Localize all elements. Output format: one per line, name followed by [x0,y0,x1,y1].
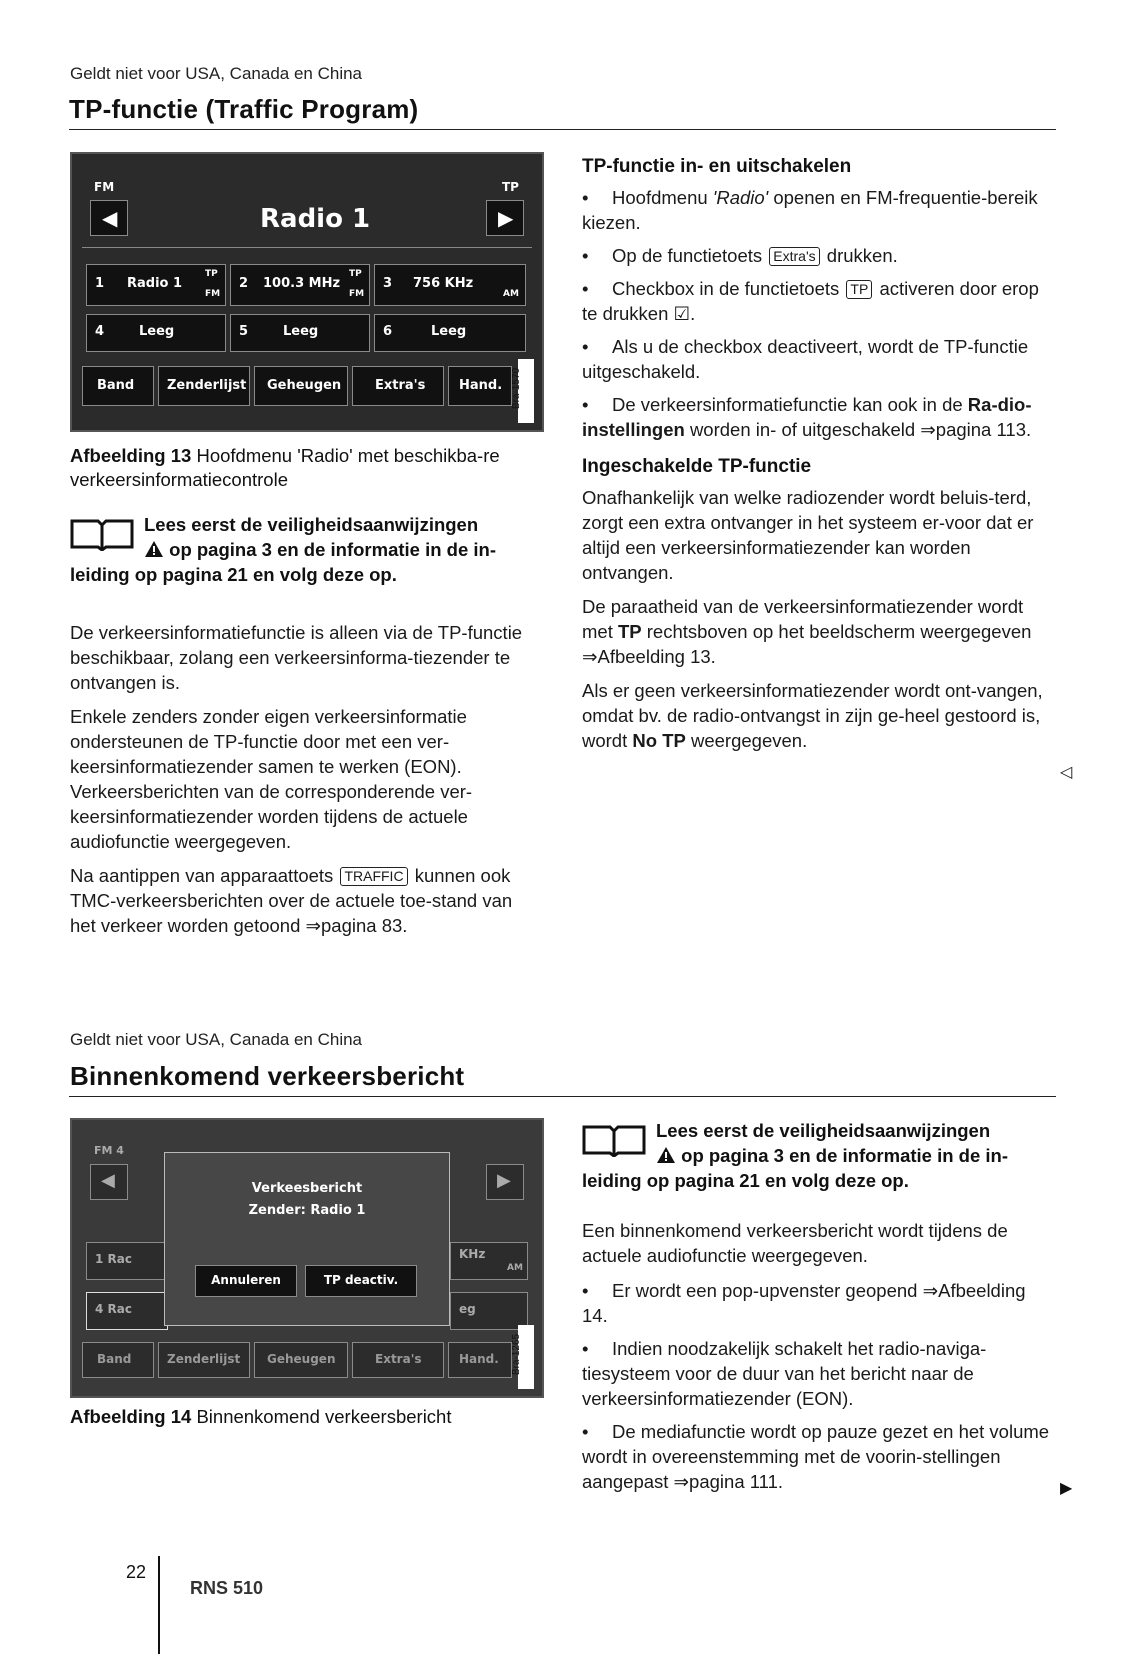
preset-button[interactable] [230,314,370,352]
band-button-label: Band [97,378,135,393]
step-text: worden in- of uitgeschakeld ⇒pagina 113. [689,419,1032,440]
step-emphasis: 'Radio' [712,187,769,208]
preset-tp-tag: TP [349,269,362,279]
text-bold: No TP [632,730,686,751]
memory-button-label: Geheugen [267,1352,336,1366]
tp-toggle-heading: TP-functie in- en uitschakelen [582,156,852,177]
preset-label: Radio 1 [127,276,183,291]
arrow-left-icon: ◀ [102,206,118,230]
tp-tag: TP [502,180,519,194]
memory-button[interactable] [254,1342,348,1378]
note-line-1: Lees eerst de veiligheidsaanwijzingen [656,1120,991,1141]
note-line-3: leiding op pagina 21 en volg deze op. [70,564,397,585]
figure-code-box [511,359,534,423]
list-item [582,243,1056,268]
preset-button[interactable] [86,314,226,352]
next-station-button[interactable] [486,200,524,236]
memory-button-label: Geheugen [267,378,342,393]
band-button[interactable] [82,366,154,406]
figure-14-label: Afbeelding 14 [70,1406,192,1427]
note-line-3: leiding op pagina 21 en volg deze op. [582,1170,909,1191]
traffic-text-before: Na aantippen van apparaattoets [70,865,334,886]
manual-button-label: Hand. [459,378,503,393]
tp-key: TP [846,280,872,299]
book-icon [70,515,134,551]
bullet: • [582,394,589,415]
step-text: De mediafunctie wordt op pauze gezet en het volume wordt in overeenstemming met de voorin-stellingen aangepast ⇒pagina 111. [582,1421,1050,1492]
applicability-note: Geldt niet voor USA, Canada en China [70,1030,363,1049]
preset-band: AM [503,289,519,299]
warning-icon [144,540,164,558]
preset-label: 4 Rac [95,1302,132,1316]
paragraph [582,594,1056,669]
preset-label: 756 KHz [413,276,474,291]
figure-code: Bra-1265 [511,1333,523,1376]
step-text: drukken. [826,245,898,266]
text: rechtsboven op het beeldscherm weergegeven ⇒Afbeelding 13. [582,621,1032,667]
prev-station-button[interactable] [90,1164,128,1200]
text: De paraatheid van de verkeersinformatiezender wordt met [582,596,1024,642]
list-item [582,1278,1056,1328]
paragraph: Een binnenkomend verkeersbericht wordt tijdens de actuele audiofunctie weergegeven. [582,1220,1008,1266]
extras-button[interactable] [352,366,444,406]
safety-note [70,512,540,587]
preset-number: 5 [239,324,249,339]
list-item [582,276,1056,326]
preset-button[interactable] [86,1242,168,1280]
preset-button[interactable] [374,264,526,306]
preset-label: KHz [459,1247,486,1261]
tp-deactivate-button[interactable] [305,1265,417,1297]
manual-button[interactable] [448,1342,512,1378]
note-line-2: op pagina 3 en de informatie in de in- [681,1145,1009,1166]
popup-title: Verkeesbericht [251,1181,363,1196]
step-text: activeren door erop te drukken [582,278,1039,324]
step-text: Hoofdmenu [612,187,708,208]
prev-station-button[interactable] [90,200,128,236]
section-title: TP-functie (Traffic Program) [69,94,419,124]
preset-label: Leeg [139,324,175,339]
band-button[interactable] [82,1342,154,1378]
section-title: Binnenkomend verkeersbericht [70,1061,465,1091]
bullet: • [582,1280,589,1301]
applicability-note: Geldt niet voor USA, Canada en China [70,64,363,83]
traffic-paragraph [70,863,540,938]
cancel-button-label: Annuleren [211,1273,281,1287]
safety-note [582,1118,1056,1193]
step-text: openen en FM-frequentie-bereik kiezen. [582,187,1038,233]
warning-icon [656,1146,676,1164]
traffic-key: TRAFFIC [340,867,407,886]
band-tag: FM 4 [94,1144,124,1157]
preset-button[interactable] [86,264,226,306]
bullet: • [582,336,589,357]
preset-tp-tag: TP [205,269,218,279]
extras-button-label: Extra's [375,1352,422,1366]
extras-key: Extra's [769,247,819,266]
text-bold: TP [617,621,642,642]
station-list-button[interactable] [158,1342,250,1378]
preset-label: Leeg [431,324,467,339]
list-item [582,392,1056,442]
preset-band: FM [205,289,221,299]
manual-button-label: Hand. [459,1352,499,1366]
figure-14-caption [70,1405,540,1429]
preset-number: 2 [239,276,249,291]
step-text: Als u de checkbox deactiveert, wordt de TP-functie uitgeschakeld. [582,336,1029,382]
preset-label: 100.3 MHz [263,276,341,291]
note-line-1: Lees eerst de veiligheidsaanwijzingen [144,514,479,535]
right-column-bottom [582,1218,1056,1502]
preset-button[interactable] [86,1292,168,1330]
arrow-right-icon: ▶ [498,206,514,230]
text: weergegeven. [690,730,808,751]
popup-sender: Zender: Radio 1 [248,1203,366,1218]
end-of-section-icon: ◁ [1060,764,1073,781]
note-line-2: op pagina 3 en de informatie in de in- [169,539,497,560]
extras-button-label: Extra's [375,378,426,393]
page-number: 22 [126,1562,147,1582]
bullet: • [582,1338,589,1359]
paragraph [582,678,1056,753]
footer-rule [158,1556,160,1654]
bullet: • [582,245,589,266]
list-item [582,1419,1056,1494]
list-item [582,1336,1056,1411]
preset-label: eg [459,1302,476,1316]
left-body [70,620,540,947]
figure-code-box [511,1325,534,1389]
figure-code: Bra-1570 [511,367,523,410]
preset-button[interactable] [450,1292,528,1330]
step-text: De verkeersinformatiefunctie kan ook in de [612,394,963,415]
list-item [582,185,1056,235]
preset-label: Leeg [283,324,319,339]
preset-number: 1 [95,276,105,291]
model-name: RNS 510 [190,1578,264,1598]
arrow-right-icon: ▶ [497,1170,511,1191]
step-bold: Ra-dio-instellingen [582,394,1032,440]
text: Als er geen verkeersinformatiezender wordt ont-vangen, omdat bv. de radio-ontvangst in zijn ge-heel gestoord is, wordt [582,680,1043,751]
paragraph: Enkele zenders zonder eigen verkeersinformatie ondersteunen de TP-functie door met een ver-keersinformatiezender samen te werken (EON). Verkeersberichten van de corresponderende ver-keersinformatiezender worden tijdens de actuele audiofunctie weergegeven. [70,706,473,852]
extras-button[interactable] [352,1342,444,1378]
list-item [582,334,1056,384]
paragraph: Onafhankelijk van welke radiozender wordt beluis-terd, zorgt een extra ontvanger in het systeem er-voor dat er altijd een verkeersinformatiezender kan worden ontvangen. [582,487,1034,583]
station-list-button[interactable] [158,366,250,406]
station-list-button-label: Zenderlijst [167,1352,241,1366]
next-station-button[interactable] [486,1164,524,1200]
manual-button[interactable] [448,366,512,406]
title-rule [69,1096,1056,1097]
screen-divider [82,247,532,248]
book-icon [582,1121,646,1157]
bullet: • [582,278,589,299]
preset-number: 3 [383,276,393,291]
cancel-button[interactable] [195,1265,297,1297]
preset-number: 6 [383,324,393,339]
step-text: Op de functietoets [612,245,763,266]
step-text: Indien noodzakelijk schakelt het radio-naviga-tiesysteem voor de duur van het bericht naar de verkeersinformatiezender (EON). [582,1338,987,1409]
preset-band: AM [507,1263,523,1273]
bullet: • [582,1421,589,1442]
checkbox-icon: ☑. [673,303,696,324]
preset-number: 4 [95,324,105,339]
right-column-top [582,154,1056,753]
current-station: Radio 1 [260,204,371,234]
traffic-popup-figure [70,1118,544,1398]
figure-14-text: Binnenkomend verkeersbericht [196,1406,452,1427]
memory-button[interactable] [254,366,348,406]
preset-band: FM [349,289,365,299]
band-tag: FM [94,180,115,194]
continue-icon: ▶ [1060,1480,1073,1497]
preset-button[interactable] [374,314,526,352]
band-button-label: Band [97,1352,132,1366]
preset-button[interactable] [230,264,370,306]
title-rule [69,129,1056,130]
radio-screen-figure [70,152,544,432]
station-list-button-label: Zenderlijst [167,378,247,393]
tp-deactivate-button-label: TP deactiv. [323,1273,399,1287]
arrow-left-icon: ◀ [101,1170,115,1191]
step-text: Checkbox in de functietoets [612,278,840,299]
figure-13-label: Afbeelding 13 [70,445,192,466]
traffic-text-after: kunnen ook TMC-verkeersberichten over de actuele toe-stand van het verkeer worden getoond ⇒pagina 83. [70,865,513,936]
traffic-popup [164,1152,450,1326]
paragraph: De verkeersinformatiefunctie is alleen via de TP-functie beschikbaar, zolang een verkeersinforma-tiezender te ontvangen is. [70,622,523,693]
preset-label: 1 Rac [95,1252,132,1266]
figure-13-text: Hoofdmenu 'Radio' met beschikba-re verkeersinformatiecontrole [70,445,500,490]
preset-button[interactable] [450,1242,528,1280]
bullet: • [582,187,589,208]
traffic-message-steps [582,1278,1056,1494]
figure-13-caption [70,444,540,492]
step-text: Er wordt een pop-upvenster geopend ⇒Afbeelding 14. [582,1280,1026,1326]
tp-toggle-steps [582,185,1056,442]
tp-active-heading: Ingeschakelde TP-functie [582,456,812,477]
